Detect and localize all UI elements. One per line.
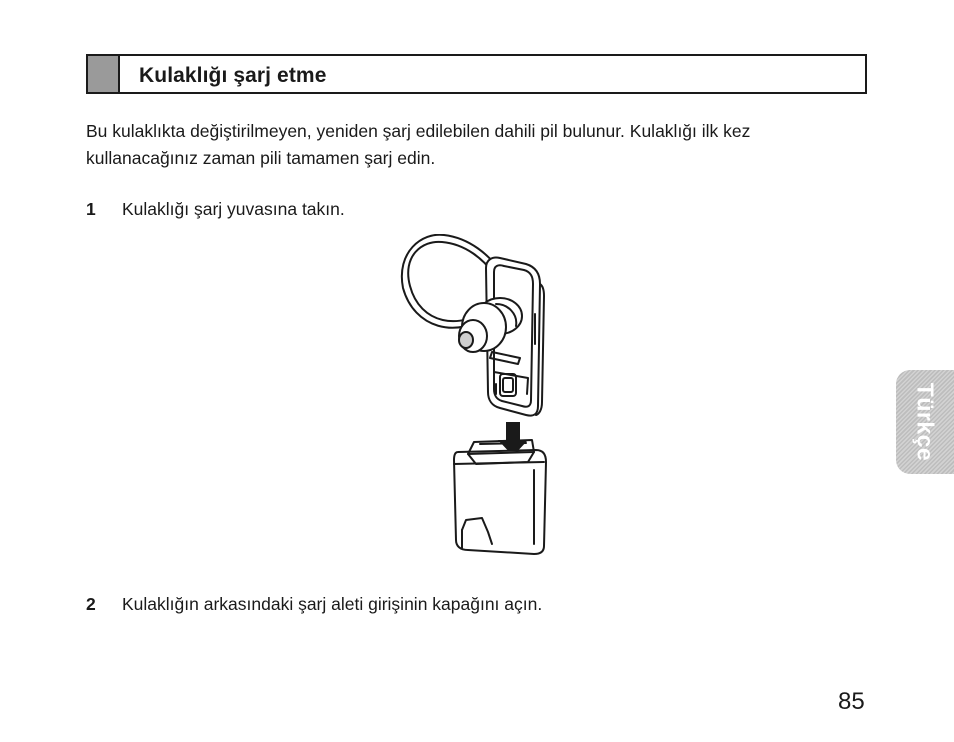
charging-cradle [454,440,546,554]
section-header-marker [88,56,120,92]
page-number: 85 [838,688,865,715]
step-text: Kulaklığı şarj yuvasına takın. [122,199,345,219]
section-title: Kulaklığı şarj etme [139,64,327,87]
step-number: 1 [86,199,96,219]
headset-charging-illustration [400,234,560,556]
step-text: Kulaklığın arkasındaki şarj aleti girişinin kapağını açın. [122,594,543,614]
intro-paragraph: Bu kulaklıkta değiştirilmeyen, yeniden şarj edilebilen dahili pil bulunur. Kulaklığı ilk kez kullanacağınız zaman pili tamamen şarj edin. [86,121,751,168]
step-number: 2 [86,594,96,614]
language-tab [896,370,954,474]
language-tab-label: Türkçe [912,382,939,462]
section-header [86,54,867,94]
